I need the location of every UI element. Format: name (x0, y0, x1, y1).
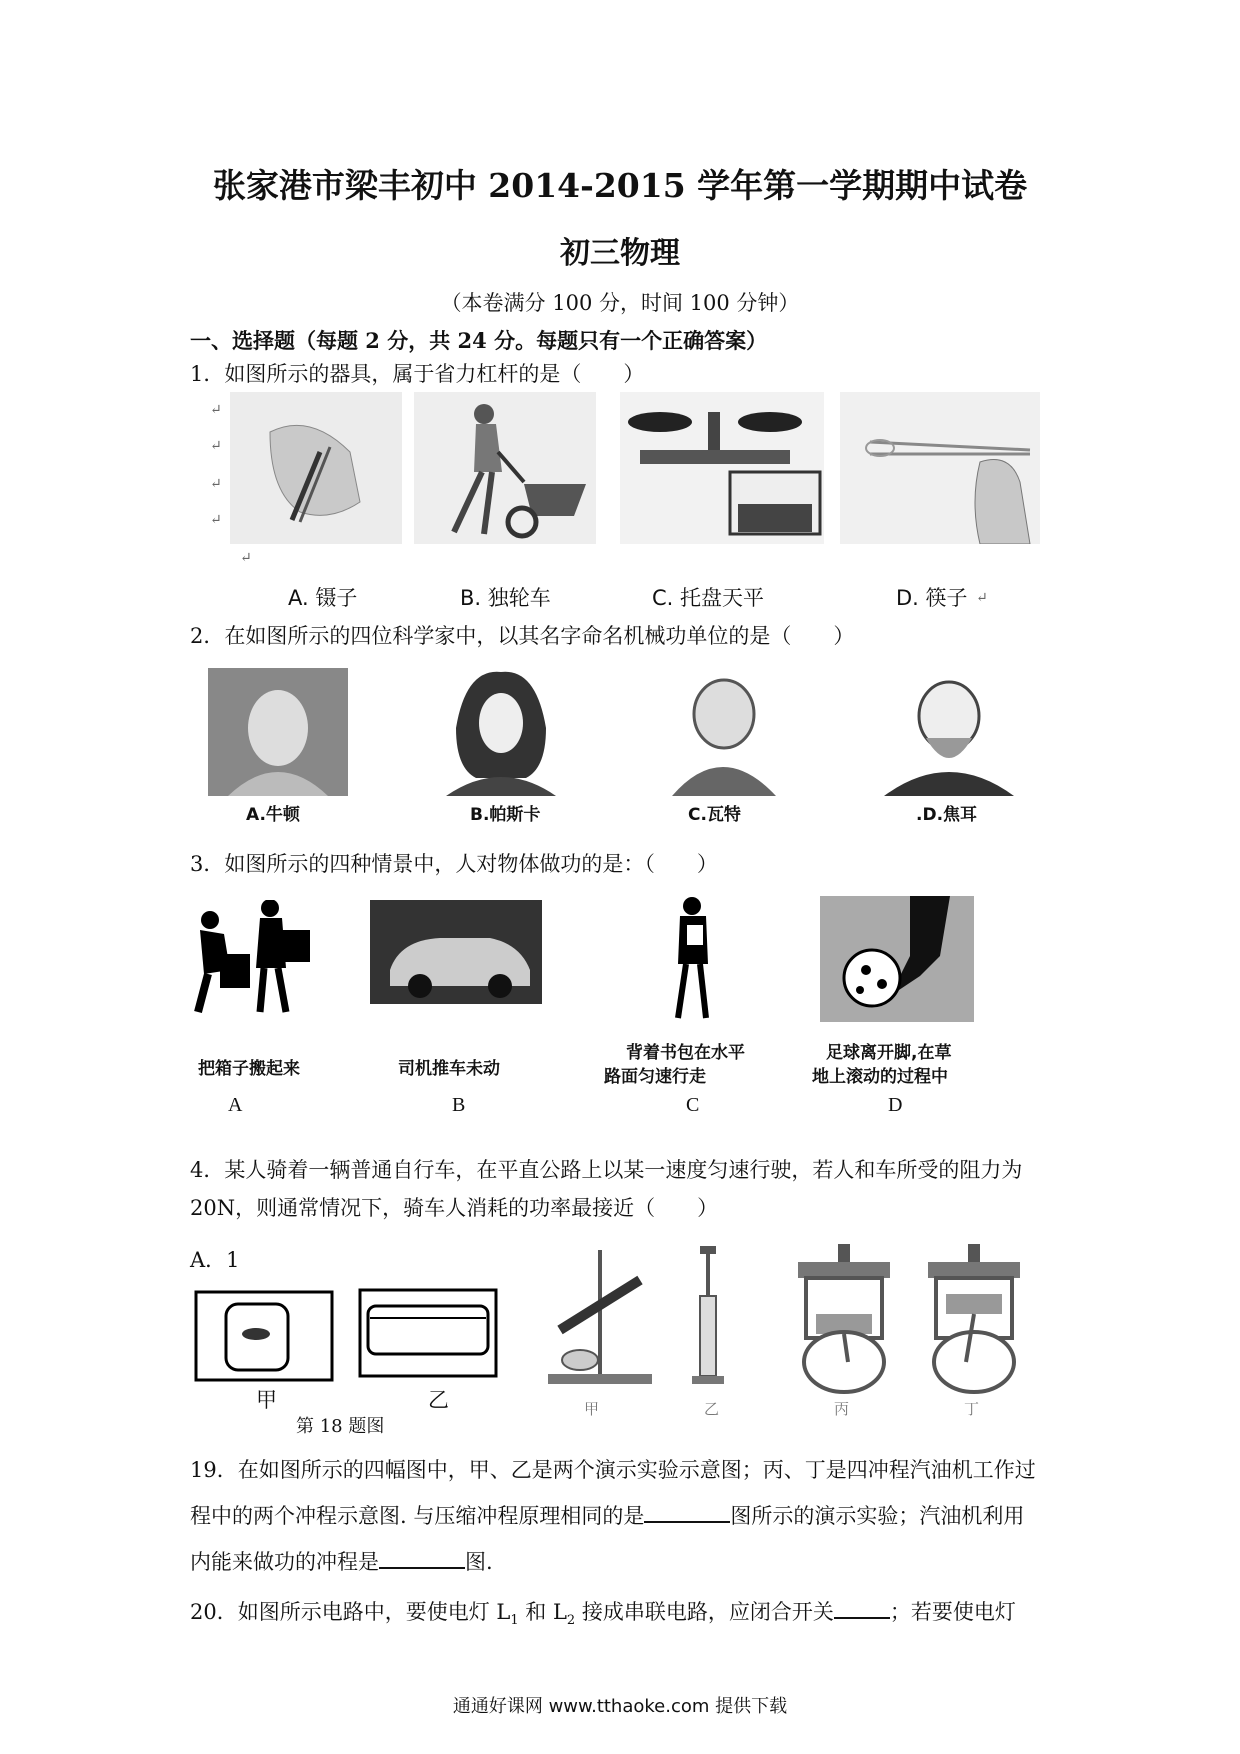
return-mark-icon: ↵ (976, 590, 988, 606)
question-4-line1: 4．某人骑着一辆普通自行车，在平直公路上以某一速度匀速行驶，若人和车所受的阻力为 (190, 1158, 1023, 1182)
lift-box-image (190, 900, 320, 1018)
pascal-portrait-image (436, 668, 566, 796)
fig19-jia-image (540, 1250, 660, 1388)
tweezers-image (230, 392, 402, 544)
question-19-line1: 19．在如图所示的四幅图中，甲、乙是两个演示实验示意图；丙、丁是四冲程汽油机工作过 (190, 1458, 1036, 1482)
question-4-line2: 20N，则通常情况下，骑车人消耗的功率最接近（ ） (190, 1196, 719, 1220)
chopsticks-image (840, 392, 1040, 544)
q2-label-c: C.瓦特 (688, 805, 741, 825)
watt-portrait-image (652, 668, 790, 796)
q20-part-b: 和 L (518, 1600, 567, 1624)
q3-caption-b: 司机推车未动 (398, 1059, 500, 1079)
question-2-text: 2．在如图所示的四位科学家中，以其名字命名机械功单位的是（ ） (190, 624, 855, 648)
question-4-option-a: A．1 (190, 1248, 240, 1272)
question-20-text (190, 1590, 1016, 1643)
exam-title: 张家港市梁丰初中 2014-2015 学年第一学期期中试卷 (212, 166, 1028, 205)
return-mark-icon: ↵ (210, 402, 222, 418)
football-image (820, 896, 974, 1022)
q3-caption-a: 把箱子搬起来 (198, 1059, 300, 1079)
answer-blank[interactable] (834, 1597, 890, 1619)
q3-caption-c2: 路面匀速行走 (604, 1067, 706, 1087)
q20-sub-1: 1 (510, 1613, 519, 1629)
q3-caption-d1: 足球离开脚,在草 (826, 1043, 952, 1063)
return-mark-icon: ↵ (210, 438, 222, 454)
exam-note: （本卷满分 100 分，时间 100 分钟） (440, 291, 800, 315)
joule-portrait-image (874, 668, 1024, 796)
q19-line2-start: 程中的两个冲程示意图. 与压缩冲程原理相同的是 (190, 1504, 645, 1528)
push-car-image (370, 900, 542, 1004)
fig18-yi-image (358, 1288, 498, 1378)
fig18-label-jia: 甲 (256, 1388, 277, 1412)
fig19-ding-engine-image (918, 1244, 1030, 1394)
q20-part-c: 接成串联电路，应闭合开关 (575, 1600, 834, 1624)
q20-sub-2: 2 (566, 1613, 576, 1629)
question-1-text: 1．如图所示的器具，属于省力杠杆的是（ ） (190, 362, 645, 386)
q19-line3-start: 内能来做功的冲程是 (190, 1550, 379, 1574)
return-mark-icon: ↵ (240, 550, 252, 566)
q3-letter-c: C (686, 1094, 700, 1116)
q1-option-b: B. 独轮车 (460, 586, 551, 610)
question-19-line3 (190, 1540, 493, 1584)
fig19-label-yi: 乙 (704, 1400, 720, 1418)
q1-option-c: C. 托盘天平 (652, 586, 765, 610)
question-19-line2 (190, 1494, 1024, 1538)
q3-letter-d: D (888, 1094, 903, 1116)
fig19-label-jia: 甲 (584, 1400, 600, 1418)
page-footer: 通通好课网 www.tthaoke.com 提供下载 (452, 1696, 788, 1717)
answer-blank[interactable] (644, 1501, 730, 1523)
answer-blank[interactable] (379, 1547, 465, 1569)
fig19-bing-engine-image (788, 1244, 900, 1394)
q2-label-a: A.牛顿 (246, 805, 300, 825)
q19-line2-end: 图所示的演示实验；汽油机利用 (730, 1504, 1025, 1528)
q20-part-a: 20．如图所示电路中，要使电灯 L (190, 1600, 511, 1624)
question-3-text: 3．如图所示的四种情景中，人对物体做功的是：（ ） (190, 852, 718, 876)
section-heading: 一、选择题（每题 2 分，共 24 分。每题只有一个正确答案） (190, 328, 768, 353)
fig18-jia-image (194, 1290, 334, 1382)
q19-line3-end: 图. (465, 1550, 493, 1574)
fig19-label-bing: 丙 (834, 1400, 850, 1418)
q3-letter-a: A (228, 1094, 243, 1116)
q2-label-b: B.帕斯卡 (470, 805, 541, 825)
exam-subtitle: 初三物理 (560, 236, 680, 271)
walking-student-image (656, 894, 726, 1022)
wheelbarrow-image (414, 392, 596, 544)
balance-scale-image (620, 392, 824, 544)
newton-portrait-image (208, 668, 348, 796)
return-mark-icon: ↵ (210, 476, 222, 492)
fig19-yi-image (686, 1246, 730, 1386)
q2-label-d: .D.焦耳 (916, 805, 978, 825)
return-mark-icon: ↵ (210, 512, 222, 528)
q3-caption-c1: 背着书包在水平 (626, 1043, 745, 1063)
fig19-label-ding: 丁 (964, 1400, 980, 1418)
q3-caption-d2: 地上滚动的过程中 (812, 1067, 948, 1087)
fig18-caption: 第 18 题图 (296, 1416, 385, 1437)
fig18-label-yi: 乙 (428, 1388, 449, 1412)
q20-part-d: ；若要使电灯 (889, 1600, 1016, 1624)
q1-option-d: D. 筷子 (896, 586, 968, 610)
q1-option-a: A. 镊子 (288, 586, 358, 610)
q3-letter-b: B (452, 1094, 466, 1116)
